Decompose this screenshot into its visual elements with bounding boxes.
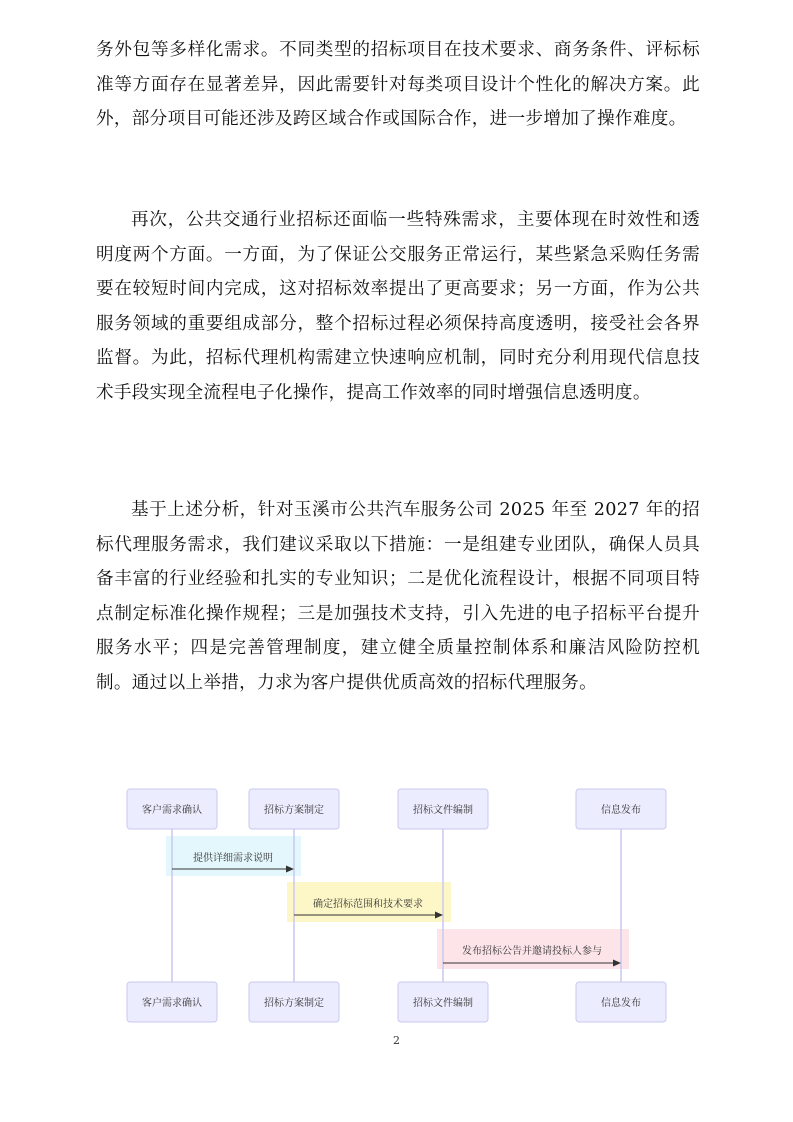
participant-bottom-1-label: 客户需求确认 (142, 998, 202, 1009)
paragraph-1: 务外包等多样化需求。不同类型的招标项目在技术要求、商务条件、评标标准等方面存在显著差异，因此需要针对每类项目设计个性化的解决方案。此外，部分项目可能还涉及跨区域合作或国际合作，进一步增加了操作难度。 (96, 40, 700, 130)
participant-bottom-3 (398, 982, 488, 1022)
participant-top-2-label: 招标方案制定 (264, 805, 324, 816)
page-number: 2 (393, 1034, 400, 1047)
message-1-label: 提供详细需求说明 (193, 853, 273, 864)
paragraph-3: 基于上述分析，针对玉溪市公共汽车服务公司 2025 年至 2027 年的招标代理服务需求，我们建议采取以下措施：一是组建专业团队，确保人员具备丰富的行业经验和扎实的专业知识；二是优化流程设计，根据不同项目特点制定标准化操作规程；三是加强技术支持，引入先进的电子招标平台提升服务水平；四是完善管理制度，建立健全质量控制体系和廉洁风险防控机制。通过以上举措，力求为客户提供优质高效的招标代理服务。 (96, 500, 700, 693)
participant-top-3 (398, 789, 488, 829)
participant-top-1 (127, 789, 217, 829)
participant-top-3-label: 招标文件编制 (413, 805, 473, 816)
participant-bottom-4 (576, 982, 666, 1022)
participant-top-1-label: 客户需求确认 (142, 805, 202, 816)
participant-top-2 (249, 789, 339, 829)
message-2-label: 确定招标范围和技术要求 (313, 899, 423, 910)
participant-bottom-3-label: 招标文件编制 (413, 998, 473, 1009)
message-3-label: 发布招标公告并邀请投标人参与 (462, 946, 602, 957)
participant-top-4 (576, 789, 666, 829)
participant-bottom-1 (127, 982, 217, 1022)
participant-top-4-label: 信息发布 (601, 805, 641, 816)
paragraph-2: 再次，公共交通行业招标还面临一些特殊需求，主要体现在时效性和透明度两个方面。一方面，为了保证公交服务正常运行，某些紧急采购任务需要在较短时间内完成，这对招标效率提出了更高要求；另一方面，作为公共服务领域的重要组成部分，整个招标过程必须保持高度透明，接受社会各界监督。为此，招标代理机构需建立快速响应机制，同时充分利用现代信息技术手段实现全流程电子化操作，提高工作效率的同时增强信息透明度。 (96, 210, 700, 403)
participant-bottom-2 (249, 982, 339, 1022)
participant-bottom-2-label: 招标方案制定 (264, 998, 324, 1009)
participant-bottom-4-label: 信息发布 (601, 998, 641, 1009)
